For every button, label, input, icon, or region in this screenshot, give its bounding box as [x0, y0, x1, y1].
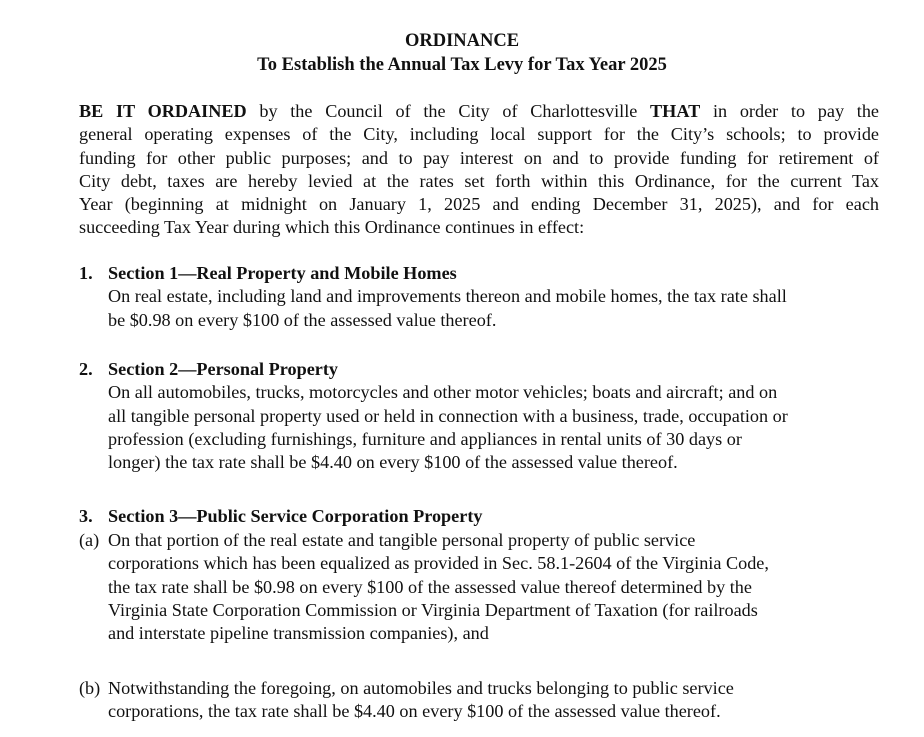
intro-paragraph: [79, 100, 879, 240]
section-heading: [79, 505, 879, 528]
intro-line: funding for other public purposes; and to pay interest on and to provide funding for retirement of: [79, 147, 879, 168]
subsection-a: [79, 529, 879, 645]
subsection-body: [108, 529, 879, 645]
section-number: 1.: [79, 263, 93, 283]
subsection-line: and interstate pipeline transmission companies), and: [108, 623, 489, 644]
subsection-b: [79, 677, 879, 724]
section-line: On all automobiles, trucks, motorcycles and other motor vehicles; boats and aircraft; and on: [108, 382, 778, 403]
section-title: Section 3—Public Service Corporation Property: [108, 506, 483, 526]
section-line: profession (excluding furnishings, furniture and appliances in rental units of 30 days or: [108, 428, 742, 449]
section-number: 2.: [79, 359, 93, 379]
intro-line: succeeding Tax Year during which this Ordinance continues in effect:: [79, 217, 585, 238]
subsection-line: On that portion of the real estate and tangible personal property of public service: [108, 530, 696, 550]
section-body: [108, 285, 879, 332]
subsection-line: corporations which has been equalized as provided in Sec. 58.1-2604 of the Virginia Code,: [108, 553, 769, 574]
subsection-mark: (a): [79, 530, 100, 550]
section-line: On real estate, including land and improvements thereon and mobile homes, the tax rate shall: [108, 286, 787, 307]
subsection-line: the tax rate shall be $0.98 on every $100 of the assessed value thereof determined by the: [108, 576, 752, 597]
section-line: longer) the tax rate shall be $4.40 on every $100 of the assessed value thereof.: [108, 452, 678, 473]
section-body: [108, 381, 879, 474]
section-1: [79, 262, 879, 332]
subsection-line: Virginia State Corporation Commission or Virginia Department of Taxation (for railroads: [108, 599, 758, 620]
section-title: Section 2—Personal Property: [108, 359, 338, 379]
section-line: all tangible personal property used or held in connection with a business, trade, occupation or: [108, 405, 788, 426]
section-heading: [79, 262, 879, 285]
section-number: 3.: [79, 506, 93, 526]
section-heading: [79, 358, 879, 381]
be-it-ordained: BE IT ORDAINED: [79, 101, 247, 121]
subsection-line: corporations, the tax rate shall be $4.40 on every $100 of the assessed value thereof.: [108, 701, 721, 722]
document-title: ORDINANCE: [404, 31, 520, 51]
section-title: Section 1—Real Property and Mobile Homes: [108, 263, 457, 283]
section-2: [79, 358, 879, 474]
subsection-body: [108, 677, 879, 724]
subsection-mark: (b): [79, 678, 101, 698]
document-subtitle: To Establish the Annual Tax Levy for Tax Year 2025: [257, 55, 667, 75]
section-line: be $0.98 on every $100 of the assessed value thereof.: [108, 309, 497, 330]
intro-line: Year (beginning at midnight on January 1, 2025 and ending December 31, 2025), and for each: [79, 194, 879, 215]
subsection-line: Notwithstanding the foregoing, on automobiles and trucks belonging to public service: [108, 678, 734, 698]
intro-line: general operating expenses of the City, including local support for the City’s schools; to provide: [79, 124, 879, 145]
intro-line: City debt, taxes are hereby levied at the rates set forth within this Ordinance, for the current Tax: [79, 170, 879, 191]
section-3: [79, 505, 879, 528]
intro-line-1: BE IT ORDAINED by the Council of the City of Charlottesville THAT in order to pay the: [79, 101, 879, 121]
that-keyword: THAT: [650, 101, 701, 121]
